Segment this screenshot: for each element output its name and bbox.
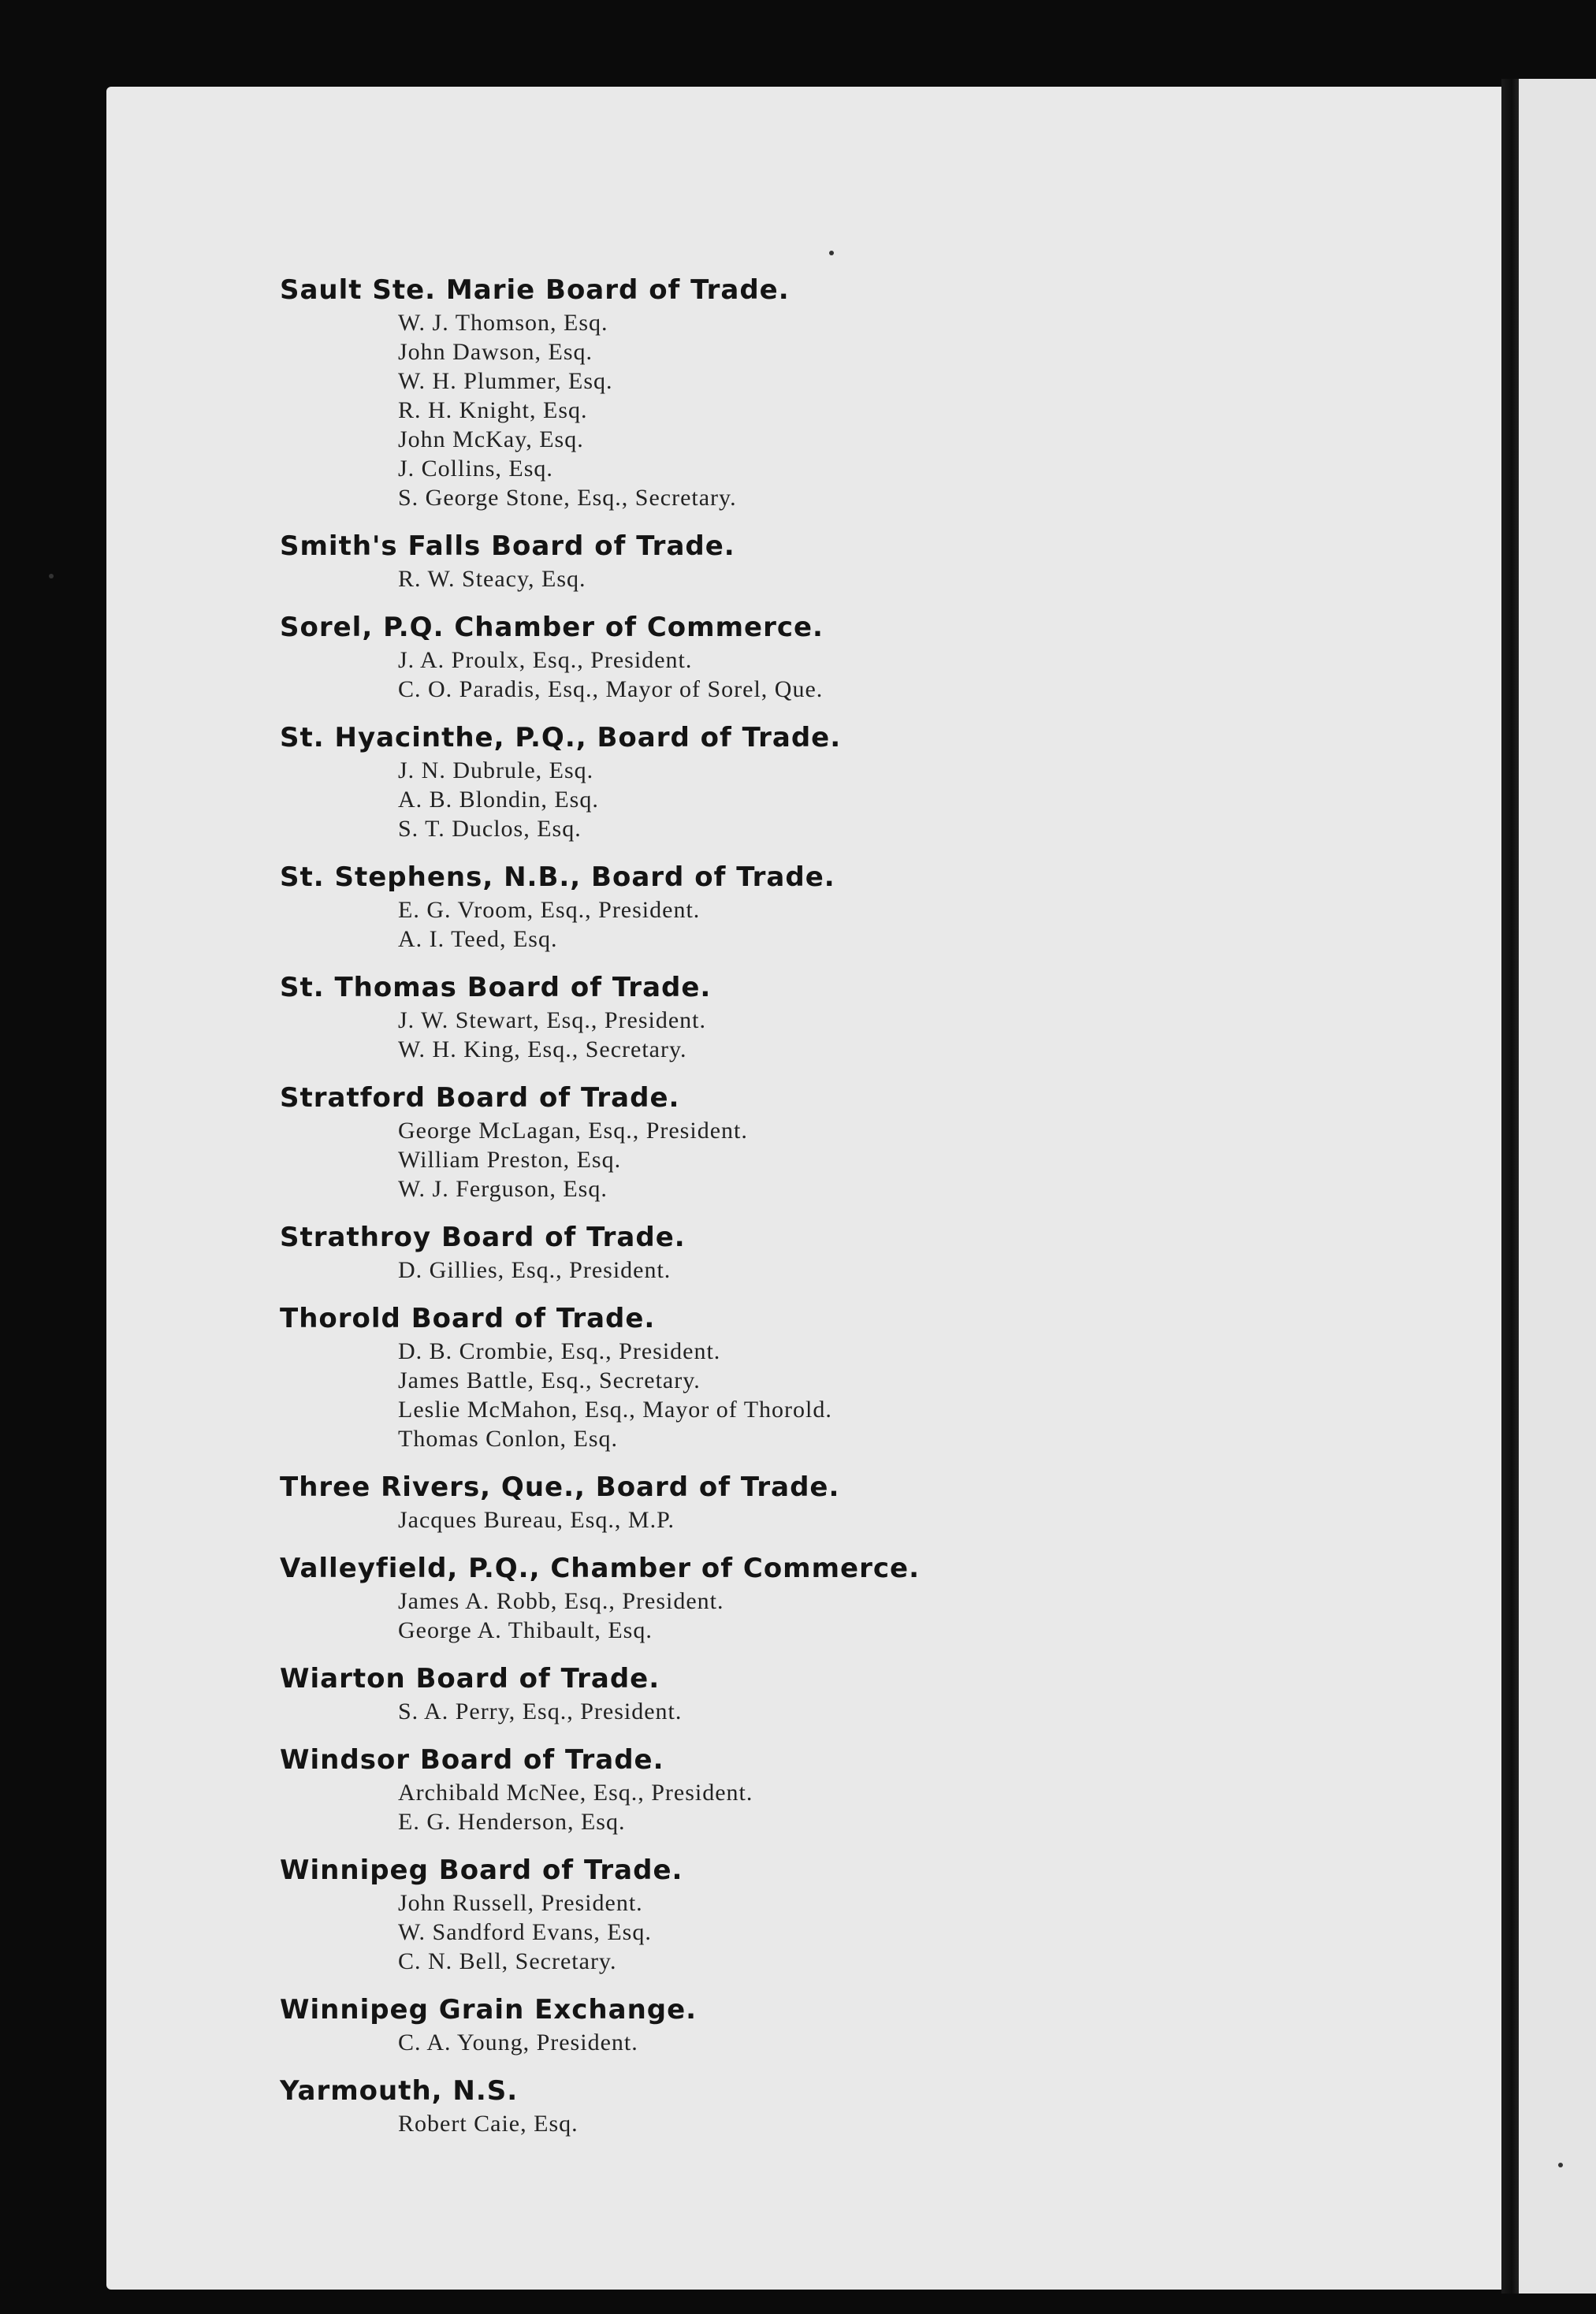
organization-name: Sorel, P.Q. Chamber of Commerce. <box>280 612 824 643</box>
print-speck <box>829 251 834 255</box>
member-name: J. W. Stewart, Esq., President. <box>398 1007 706 1033</box>
organization-name: Windsor Board of Trade. <box>280 1744 664 1776</box>
member-name: A. I. Teed, Esq. <box>398 926 558 952</box>
organization-name: Smith's Falls Board of Trade. <box>280 530 735 562</box>
organization-name: St. Stephens, N.B., Board of Trade. <box>280 861 835 893</box>
member-name: C. N. Bell, Secretary. <box>398 1948 617 1974</box>
member-name: W. J. Thomson, Esq. <box>398 310 608 336</box>
member-name: W. Sandford Evans, Esq. <box>398 1919 652 1945</box>
member-name: James Battle, Esq., Secretary. <box>398 1367 701 1393</box>
organization-entry <box>280 969 1423 1064</box>
organization-name: Valleyfield, P.Q., Chamber of Commerce. <box>280 1553 920 1584</box>
member-name: A. B. Blondin, Esq. <box>398 787 599 813</box>
member-name: W. H. Plummer, Esq. <box>398 368 613 394</box>
page-spine-shadow <box>1501 79 1519 2294</box>
organization-entry <box>280 1469 1423 1535</box>
organization-name: Strathroy Board of Trade. <box>280 1222 686 1253</box>
organization-entry <box>280 2073 1423 2138</box>
organization-name: Sault Ste. Marie Board of Trade. <box>280 274 790 306</box>
organization-entry <box>280 1300 1423 1453</box>
organization-entry <box>280 1852 1423 1976</box>
adjacent-page-edge <box>1519 79 1596 2294</box>
organization-name: St. Hyacinthe, P.Q., Board of Trade. <box>280 722 842 753</box>
member-name: W. J. Ferguson, Esq. <box>398 1176 608 1202</box>
print-speck <box>49 574 54 578</box>
member-name: D. Gillies, Esq., President. <box>398 1257 672 1283</box>
member-name: William Preston, Esq. <box>398 1147 622 1173</box>
member-name: R. H. Knight, Esq. <box>398 397 588 423</box>
member-name: Jacques Bureau, Esq., M.P. <box>398 1507 675 1533</box>
organization-entry <box>280 528 1423 593</box>
member-name: E. G. Vroom, Esq., President. <box>398 897 701 923</box>
member-name: R. W. Steacy, Esq. <box>398 566 586 592</box>
member-name: Archibald McNee, Esq., President. <box>398 1780 753 1806</box>
organization-name: Wiarton Board of Trade. <box>280 1663 660 1695</box>
organization-entry <box>280 1219 1423 1285</box>
organization-entry <box>280 1080 1423 1204</box>
organization-name: Three Rivers, Que., Board of Trade. <box>280 1471 840 1503</box>
organization-name: Yarmouth, N.S. <box>280 2075 519 2107</box>
organization-name: St. Thomas Board of Trade. <box>280 972 712 1003</box>
member-name: S. A. Perry, Esq., President. <box>398 1698 683 1724</box>
member-list <box>280 272 1423 2154</box>
member-name: D. B. Crombie, Esq., President. <box>398 1338 721 1364</box>
organization-entry <box>280 272 1423 512</box>
member-name: James A. Robb, Esq., President. <box>398 1588 724 1614</box>
organization-entry <box>280 1550 1423 1645</box>
member-name: John Russell, President. <box>398 1890 643 1916</box>
member-name: J. A. Proulx, Esq., President. <box>398 647 693 673</box>
organization-entry <box>280 1992 1423 2057</box>
member-name: W. H. King, Esq., Secretary. <box>398 1036 687 1062</box>
member-name: J. N. Dubrule, Esq. <box>398 757 594 783</box>
member-name: George A. Thibault, Esq. <box>398 1617 653 1643</box>
member-name: Leslie McMahon, Esq., Mayor of Thorold. <box>398 1397 832 1423</box>
organization-entry <box>280 720 1423 843</box>
member-name: John McKay, Esq. <box>398 426 584 452</box>
member-name: S. George Stone, Esq., Secretary. <box>398 485 737 511</box>
organization-entry <box>280 1742 1423 1836</box>
member-name: J. Collins, Esq. <box>398 456 553 482</box>
member-name: Thomas Conlon, Esq. <box>398 1426 618 1452</box>
organization-name: Thorold Board of Trade. <box>280 1303 656 1334</box>
organization-name: Winnipeg Grain Exchange. <box>280 1994 698 2026</box>
organization-name: Winnipeg Board of Trade. <box>280 1855 683 1886</box>
member-name: E. G. Henderson, Esq. <box>398 1809 626 1835</box>
member-name: Robert Caie, Esq. <box>398 2111 579 2137</box>
print-speck <box>1558 2163 1563 2167</box>
organization-entry <box>280 859 1423 954</box>
member-name: George McLagan, Esq., President. <box>398 1118 748 1144</box>
organization-name: Stratford Board of Trade. <box>280 1082 680 1114</box>
organization-entry <box>280 1661 1423 1726</box>
organization-entry <box>280 609 1423 704</box>
member-name: John Dawson, Esq. <box>398 339 593 365</box>
member-name: S. T. Duclos, Esq. <box>398 816 582 842</box>
member-name: C. A. Young, President. <box>398 2029 638 2055</box>
member-name: C. O. Paradis, Esq., Mayor of Sorel, Que. <box>398 676 824 702</box>
